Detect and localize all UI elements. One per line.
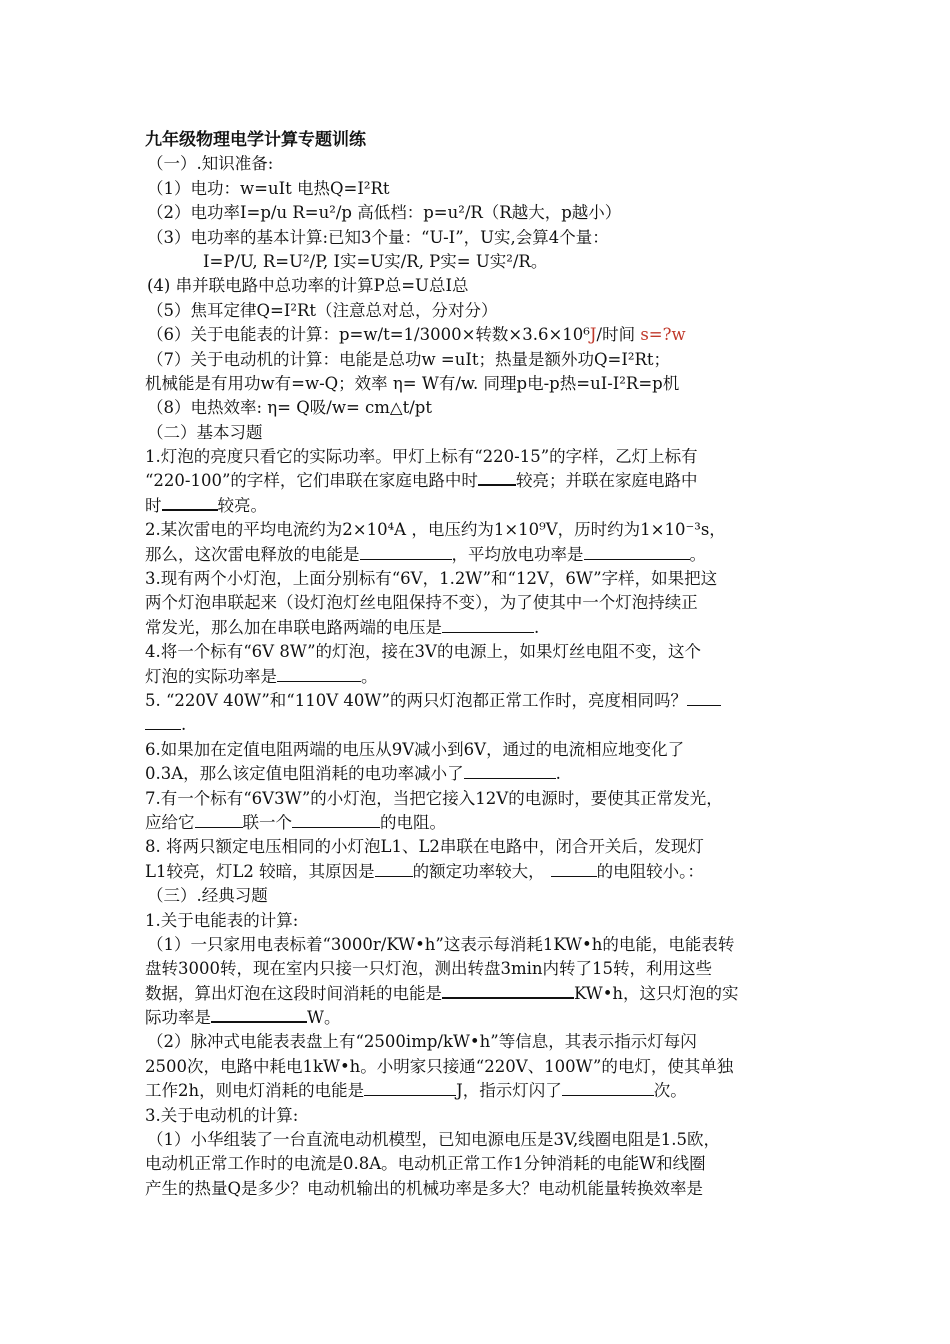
section-heading: （二）基本习题 xyxy=(147,422,263,442)
question-text xyxy=(145,1006,825,1030)
knowledge-item: （5）焦耳定律Q=I²Rt（注意总对总，分对分） xyxy=(147,300,498,320)
answer-blank[interactable] xyxy=(364,1094,456,1096)
text-run: 数据，算出灯泡在这段时间消耗的电能是 xyxy=(145,983,442,1003)
text-run: 灯泡的实际功率是 xyxy=(145,666,277,686)
question-text xyxy=(145,469,825,493)
text-run: 应给它 xyxy=(145,812,195,832)
text-run: 的电阻。 xyxy=(380,812,446,832)
question-text xyxy=(145,811,825,835)
text-run: 0.3A，那么该定值电阻消耗的电功率减小了 xyxy=(145,764,464,784)
answer-blank[interactable] xyxy=(211,1020,307,1023)
text-run: W。 xyxy=(307,1008,341,1028)
answer-blank[interactable] xyxy=(375,875,413,877)
question-text xyxy=(145,860,825,884)
answer-blank[interactable] xyxy=(162,508,218,511)
knowledge-item: （1）电功：w=uIt 电热Q=I²Rt xyxy=(147,178,390,198)
knowledge-item: （8）电热效率: η= Q吸/w= cm△t/pt xyxy=(147,398,432,418)
answer-blank[interactable] xyxy=(442,996,574,999)
knowledge-item: I=P/U, R=U²/P, I实=U实/R, P实= U实²/R。 xyxy=(203,251,548,271)
question-text xyxy=(145,494,825,518)
answer-blank[interactable] xyxy=(195,826,243,828)
document-title: 九年级物理电学计算专题训练 xyxy=(145,130,366,150)
text-run: . xyxy=(181,715,187,735)
question-text xyxy=(145,616,825,640)
question-text: 8. 将两只额定电压相同的小灯泡L1、L2串联在电路中，闭合开关后，发现灯 xyxy=(145,837,704,857)
text-run: /时间 xyxy=(596,325,641,345)
text-run: KW•h，这只灯泡的实 xyxy=(574,983,739,1003)
text-run: （6）关于电能表的计算：p=w/t=1/3000×转数×3.6×10⁶ xyxy=(147,325,590,345)
question-text: 1.灯泡的亮度只看它的实际功率。甲灯上标有“220-15”的字样，乙灯上标有 xyxy=(145,447,698,467)
answer-blank[interactable] xyxy=(145,728,181,730)
text-run: 较亮；并联在家庭电路中 xyxy=(515,471,698,491)
answer-blank[interactable] xyxy=(442,631,534,633)
question-text: 3.关于电动机的计算: xyxy=(145,1105,299,1125)
text-run: 的额定功率较大， xyxy=(412,861,545,881)
question-text: （1）小华组装了一台直流电动机模型，已知电源电压是3V,线圈电阻是1.5欧， xyxy=(147,1130,721,1150)
section-heading: （一）.知识准备: xyxy=(147,154,274,174)
question-text: 两个灯泡串联起来（设灯泡灯丝电阻保持不变），为了使其中一个灯泡持续正 xyxy=(145,593,698,613)
text-run: L1较亮，灯L2 较暗，其原因是 xyxy=(145,861,375,881)
answer-blank[interactable] xyxy=(478,483,516,486)
text-run: 常发光，那么加在串联电路两端的电压是 xyxy=(145,617,442,637)
knowledge-item: （3）电功率的基本计算:已知3个量：“U-I”，U实,会算4个量： xyxy=(147,227,609,247)
document-body xyxy=(145,128,825,1201)
text-run: 。 xyxy=(361,666,378,686)
knowledge-item: （7）关于电动机的计算：电能是总功w =uIt；热量是额外功Q=I²Rt； xyxy=(147,349,671,369)
question-text: 3.现有两个小灯泡，上面分别标有“6V，1.2W”和“12V，6W”字样，如果把这 xyxy=(145,569,718,589)
question-text xyxy=(145,1079,825,1103)
question-text: 电动机正常工作时的电流是0.8A。电动机正常工作1分钟消耗的电能W和线圈 xyxy=(145,1154,706,1174)
question-text: 4.将一个标有“6V 8W”的灯泡，接在3V的电源上，如果灯丝电阻不变，这个 xyxy=(145,642,701,662)
text-run: 5. “220V 40W”和“110V 40W”的两只灯泡都正常工作时，亮度相同吗？ xyxy=(145,690,688,710)
text-run: 工作2h，则电灯消耗的电能是 xyxy=(145,1081,365,1101)
answer-blank[interactable] xyxy=(464,777,556,779)
question-text: 2.某次雷电的平均电流约为2×10⁴A ，电压约为1×10⁹V，历时约为1×10⁻³s， xyxy=(145,520,726,540)
text-run: 次。 xyxy=(653,1081,687,1101)
knowledge-item: 机械能是有用功w有=w-Q；效率 η= W有/w. 同理p电-p热=uI-I²R=p机 xyxy=(145,373,680,393)
question-text xyxy=(145,762,825,786)
text-run-red: J xyxy=(589,325,597,345)
answer-blank[interactable] xyxy=(292,826,380,828)
text-run: 际功率是 xyxy=(145,1008,211,1028)
question-text xyxy=(145,543,825,567)
answer-blank[interactable] xyxy=(360,558,452,560)
question-text xyxy=(145,982,825,1006)
question-text xyxy=(145,713,825,737)
question-text xyxy=(145,665,825,689)
knowledge-item xyxy=(145,323,825,347)
question-text: （2）脉冲式电能表表盘上有“2500imp/kW•h”等信息，其表示指示灯每闪 xyxy=(147,1032,697,1052)
text-run: ，平均放电功率是 xyxy=(451,544,584,564)
text-run: 联一个 xyxy=(242,812,292,832)
question-text: 1.关于电能表的计算: xyxy=(145,910,299,930)
text-run: 。 xyxy=(689,544,706,564)
answer-blank[interactable] xyxy=(584,558,690,560)
answer-blank[interactable] xyxy=(551,875,597,877)
question-text: 盘转3000转，现在室内只接一只灯泡，测出转盘3min内转了15转，利用这些 xyxy=(145,959,713,979)
question-text: 6.如果加在定值电阻两端的电压从9V减小到6V，通过的电流相应地变化了 xyxy=(145,739,685,759)
text-run: 那么，这次雷电释放的电能是 xyxy=(145,544,360,564)
text-run: 的电阻较小。： xyxy=(596,861,704,881)
answer-blank[interactable] xyxy=(562,1094,654,1096)
question-text: （1）一只家用电表标着“3000r/KW•h”这表示每消耗1KW•h的电能，电能表转 xyxy=(147,934,735,954)
text-run: J，指示灯闪了 xyxy=(456,1081,562,1101)
question-text: 2500次，电路中耗电1kW•h。小明家只接通“220V、100W”的电灯，使其单独 xyxy=(145,1056,734,1076)
question-text: 产生的热量Q是多少？电动机输出的机械功率是多大？电动机能量转换效率是 xyxy=(145,1178,704,1198)
section-heading: （三）.经典习题 xyxy=(147,886,268,906)
knowledge-item: (4) 串并联电路中总功率的计算P总=U总I总 xyxy=(147,276,469,296)
question-text: 7.有一个标有“6V3W”的小灯泡，当把它接入12V的电源时，要使其正常发光， xyxy=(145,788,723,808)
text-run: “220-100”的字样，它们串联在家庭电路中时 xyxy=(145,471,478,491)
answer-blank[interactable] xyxy=(687,704,721,706)
text-run: . xyxy=(555,764,561,784)
answer-blank[interactable] xyxy=(277,680,361,682)
text-run: 较亮。 xyxy=(217,495,267,515)
knowledge-item: （2）电功率I=p/u R=u²/p 高低档：p=u²/R（R越大，p越小） xyxy=(147,203,622,223)
text-run-red: s=?w xyxy=(640,325,686,345)
question-text xyxy=(145,689,825,713)
text-run: . xyxy=(534,617,540,637)
text-run: 时 xyxy=(145,495,162,515)
